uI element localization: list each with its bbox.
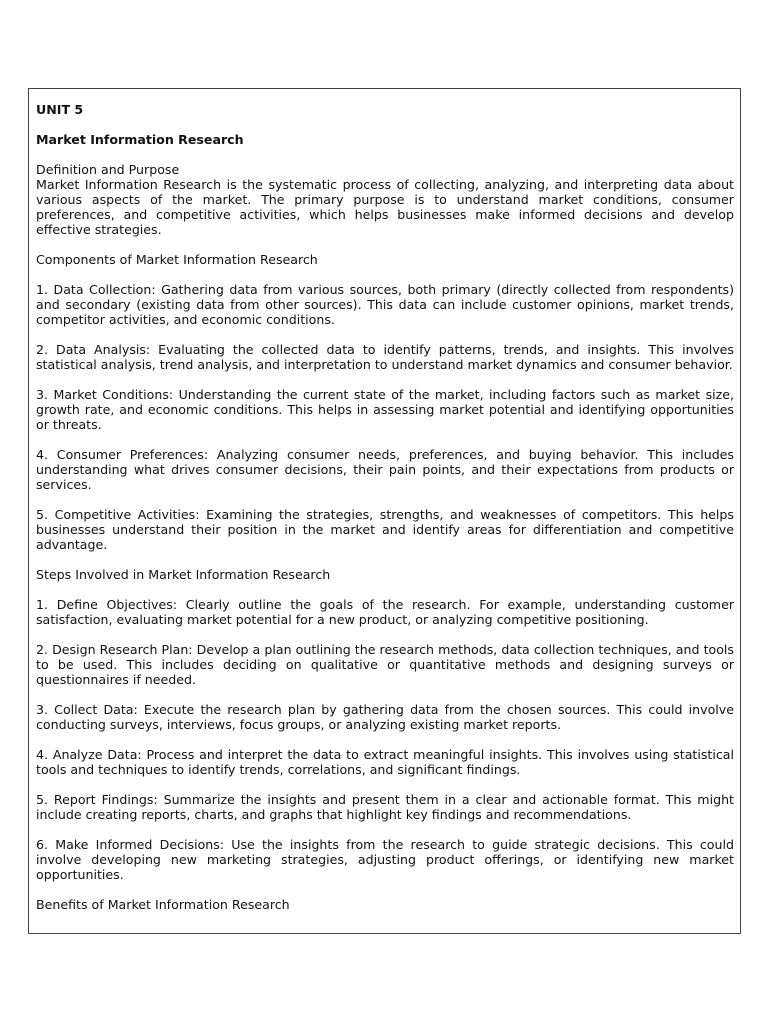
- spacer: [36, 372, 734, 387]
- spacer: [36, 882, 734, 897]
- spacer: [36, 687, 734, 702]
- definition-heading: Definition and Purpose: [36, 162, 180, 177]
- benefits-heading: Benefits of Market Information Research: [36, 897, 290, 912]
- component-item: 2. Data Analysis: Evaluating the collected data to identify patterns, trends, and insights. This involves statistical analysis, trend analysis, and interpretation to understand market dynamics and consumer behavior.: [36, 342, 734, 372]
- spacer: [36, 237, 734, 252]
- spacer: [36, 822, 734, 837]
- step-item: 4. Analyze Data: Process and interpret the data to extract meaningful insights. This involves using statistical tools and techniques to identify trends, correlations, and significant findings.: [36, 747, 734, 777]
- component-item: 4. Consumer Preferences: Analyzing consumer needs, preferences, and buying behavior. This includes understanding what drives consumer decisions, their pain points, and their expectations from products or services.: [36, 447, 734, 492]
- spacer: [36, 552, 734, 567]
- spacer: [36, 732, 734, 747]
- spacer: [36, 147, 734, 162]
- component-item: 3. Market Conditions: Understanding the current state of the market, including factors such as market size, growth rate, and economic conditions. This helps in assessing market potential and identifying opportunities or threats.: [36, 387, 734, 432]
- component-item: 1. Data Collection: Gathering data from various sources, both primary (directly collected from respondents) and secondary (existing data from other sources). This data can include customer opinions, market trends, competitor activities, and economic conditions.: [36, 282, 734, 327]
- spacer: [36, 777, 734, 792]
- step-item: 3. Collect Data: Execute the research plan by gathering data from the chosen sources. This could involve conducting surveys, interviews, focus groups, or analyzing existing market reports.: [36, 702, 734, 732]
- step-item: 6. Make Informed Decisions: Use the insights from the research to guide strategic decisions. This could involve developing new marketing strategies, adjusting product offerings, or identifying new market opportunities.: [36, 837, 734, 882]
- step-item: 1. Define Objectives: Clearly outline the goals of the research. For example, understanding customer satisfaction, evaluating market potential for a new product, or analyzing competitive positioning.: [36, 597, 734, 627]
- spacer: [36, 267, 734, 282]
- unit-title: UNIT 5: [36, 102, 84, 117]
- definition-text: Market Information Research is the systematic process of collecting, analyzing, and interpreting data about various aspects of the market. The primary purpose is to understand market conditions, consumer preferences, and competitive activities, which helps businesses make informed decisions and develop effective strategies.: [36, 177, 734, 237]
- step-item: 5. Report Findings: Summarize the insights and present them in a clear and actionable format. This might include creating reports, charts, and graphs that highlight key findings and recommendations.: [36, 792, 734, 822]
- steps-heading: Steps Involved in Market Information Research: [36, 567, 331, 582]
- spacer: [36, 582, 734, 597]
- document-page: [28, 88, 741, 934]
- spacer: [36, 432, 734, 447]
- document-content: [36, 102, 734, 912]
- spacer: [36, 327, 734, 342]
- document-title: Market Information Research: [36, 132, 244, 147]
- spacer: [36, 117, 734, 132]
- components-heading: Components of Market Information Research: [36, 252, 318, 267]
- spacer: [36, 627, 734, 642]
- component-item: 5. Competitive Activities: Examining the strategies, strengths, and weaknesses of competitors. This helps businesses understand their position in the market and identify areas for differentiation and competitive advantage.: [36, 507, 734, 552]
- spacer: [36, 492, 734, 507]
- step-item: 2. Design Research Plan: Develop a plan outlining the research methods, data collection techniques, and tools to be used. This includes deciding on qualitative or quantitative methods and designing surveys or questionnaires if needed.: [36, 642, 734, 687]
